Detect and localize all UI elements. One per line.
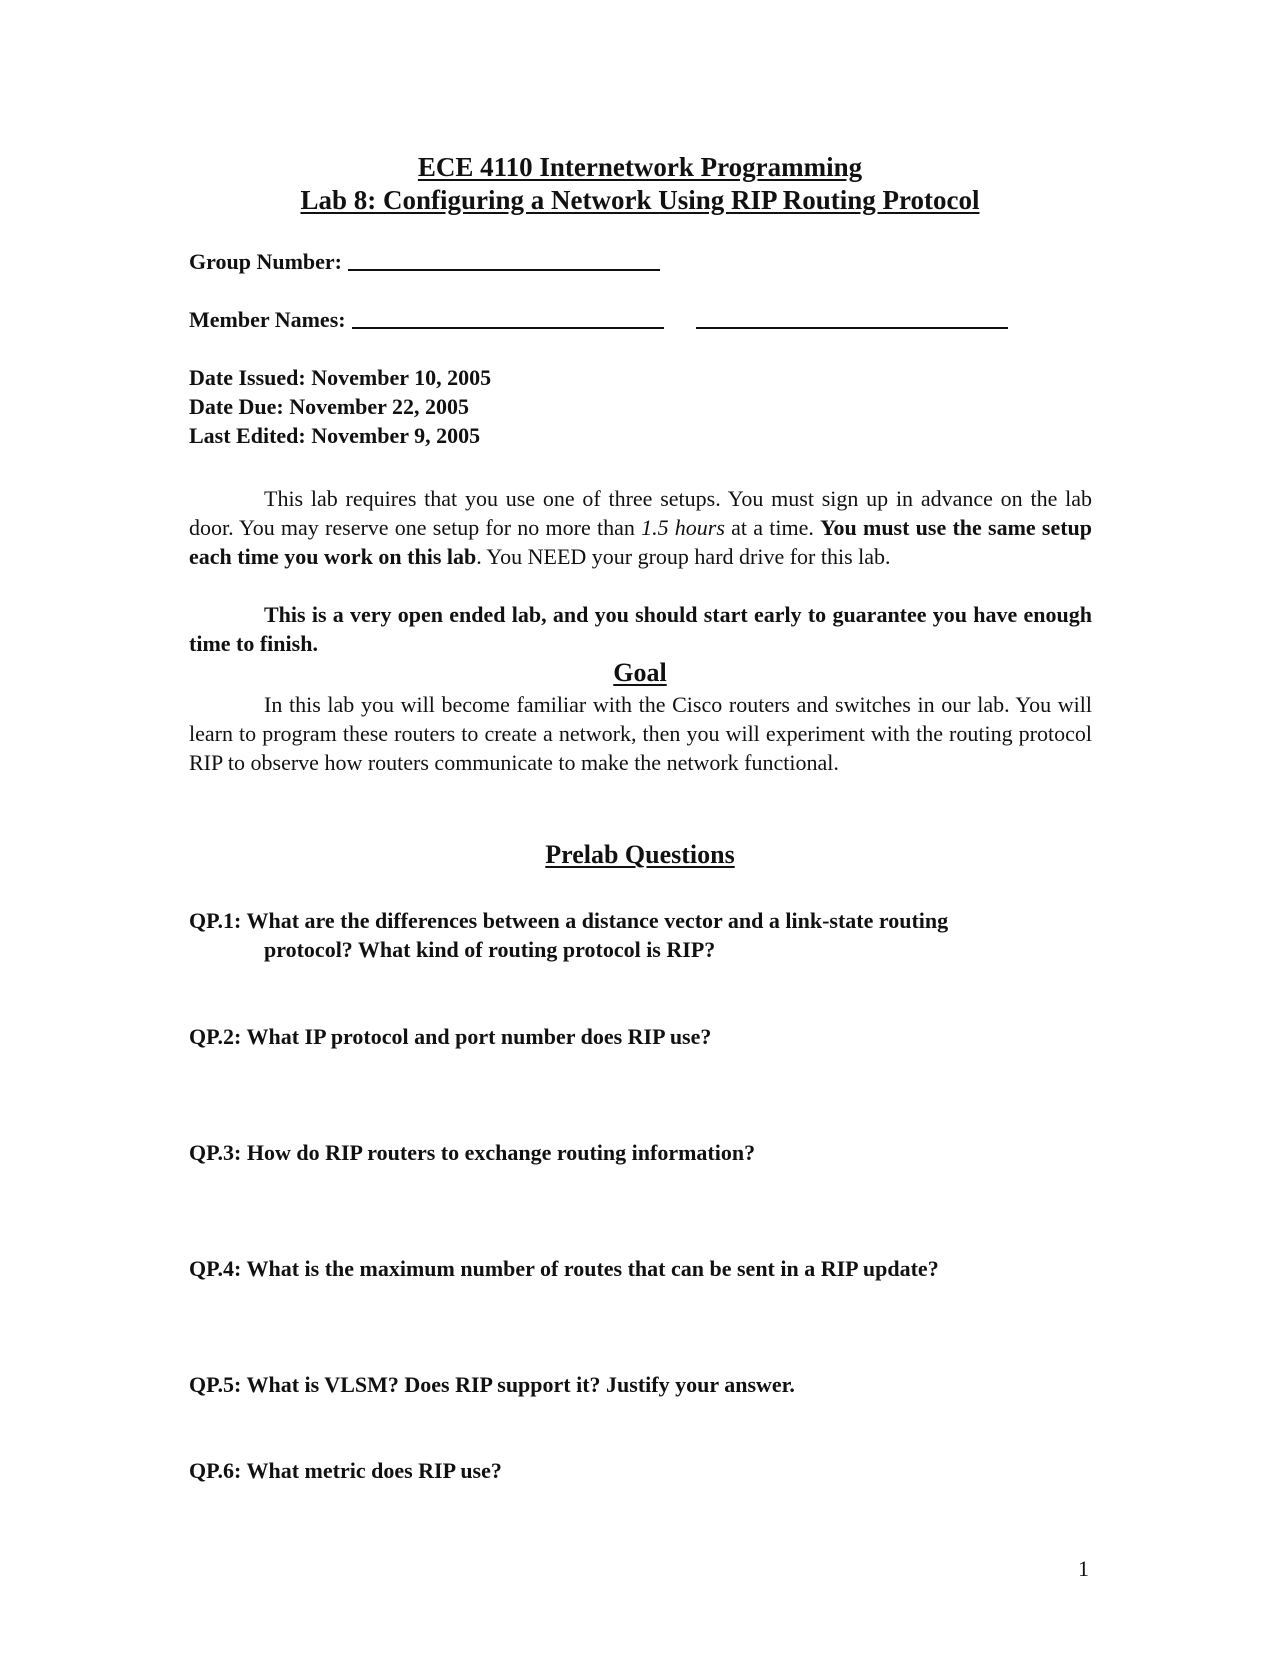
- question-qp6: [189, 1456, 1092, 1485]
- open-ended-note: [189, 600, 1092, 658]
- goal-heading: Goal: [613, 658, 667, 687]
- question-id: QP.3:: [189, 1140, 242, 1165]
- question-id: QP.6:: [189, 1458, 242, 1483]
- intro-bold-text: You must use the same setup each time you work on this lab: [189, 515, 1093, 569]
- question-qp2: [189, 1022, 1092, 1051]
- question-qp1: [189, 906, 1092, 964]
- intro-hours: 1.5 hours: [641, 515, 725, 540]
- question-id: QP.4:: [189, 1256, 242, 1281]
- member-names-field: [189, 307, 1008, 333]
- question-id: QP.1:: [189, 908, 242, 933]
- question-text: What IP protocol and port number does RIP use?: [246, 1024, 712, 1049]
- intro-text-b: at a time.: [724, 515, 821, 540]
- question-qp5: [189, 1370, 1092, 1399]
- group-number-label: Group Number:: [189, 249, 342, 274]
- member-name-blank-1: [352, 307, 664, 329]
- member-names-label: Member Names:: [189, 307, 346, 332]
- question-text: What metric does RIP use?: [246, 1458, 502, 1483]
- question-text-continued: protocol? What kind of routing protocol is RIP?: [264, 937, 716, 962]
- open-ended-text: This is a very open ended lab, and you should start early to guarantee you have enough time to finish.: [189, 602, 1092, 656]
- course-title: ECE 4110 Internetwork Programming: [417, 152, 863, 182]
- lab-title: Lab 8: Configuring a Network Using RIP Routing Protocol: [300, 185, 980, 215]
- page-number: 1: [1078, 1556, 1089, 1581]
- date-block: [189, 363, 491, 450]
- question-text: What are the differences between a distance vector and a link-state routing: [246, 908, 949, 933]
- group-number-blank: [348, 249, 660, 271]
- question-qp3: [189, 1138, 1092, 1167]
- intro-paragraph: [189, 484, 1092, 571]
- question-text: How do RIP routers to exchange routing information?: [246, 1140, 756, 1165]
- goal-text: In this lab you will become familiar with the Cisco routers and switches in our lab. You will learn to program these routers to create a network, then you will experiment with the routing protocol RIP to observe how routers communicate to make the network functional.: [189, 692, 1092, 775]
- member-name-blank-2: [696, 307, 1008, 329]
- question-text: What is the maximum number of routes that can be sent in a RIP update?: [246, 1256, 939, 1281]
- goal-paragraph: [189, 690, 1092, 777]
- question-text: What is VLSM? Does RIP support it? Justify your answer.: [246, 1372, 795, 1397]
- intro-text-c: . You NEED your group hard drive for this lab.: [476, 544, 891, 569]
- question-id: QP.5:: [189, 1372, 242, 1397]
- date-due: Date Due: November 22, 2005: [189, 394, 470, 419]
- question-qp4: [189, 1254, 1092, 1283]
- question-id: QP.2:: [189, 1024, 242, 1049]
- intro-text-a: This lab requires that you use one of three setups. You must sign up in advance on the lab door. You may reserve one setup for no more than: [189, 486, 1092, 540]
- date-issued: Date Issued: November 10, 2005: [189, 365, 492, 390]
- group-number-field: [189, 249, 660, 275]
- prelab-heading: Prelab Questions: [545, 840, 735, 869]
- last-edited: Last Edited: November 9, 2005: [189, 423, 481, 448]
